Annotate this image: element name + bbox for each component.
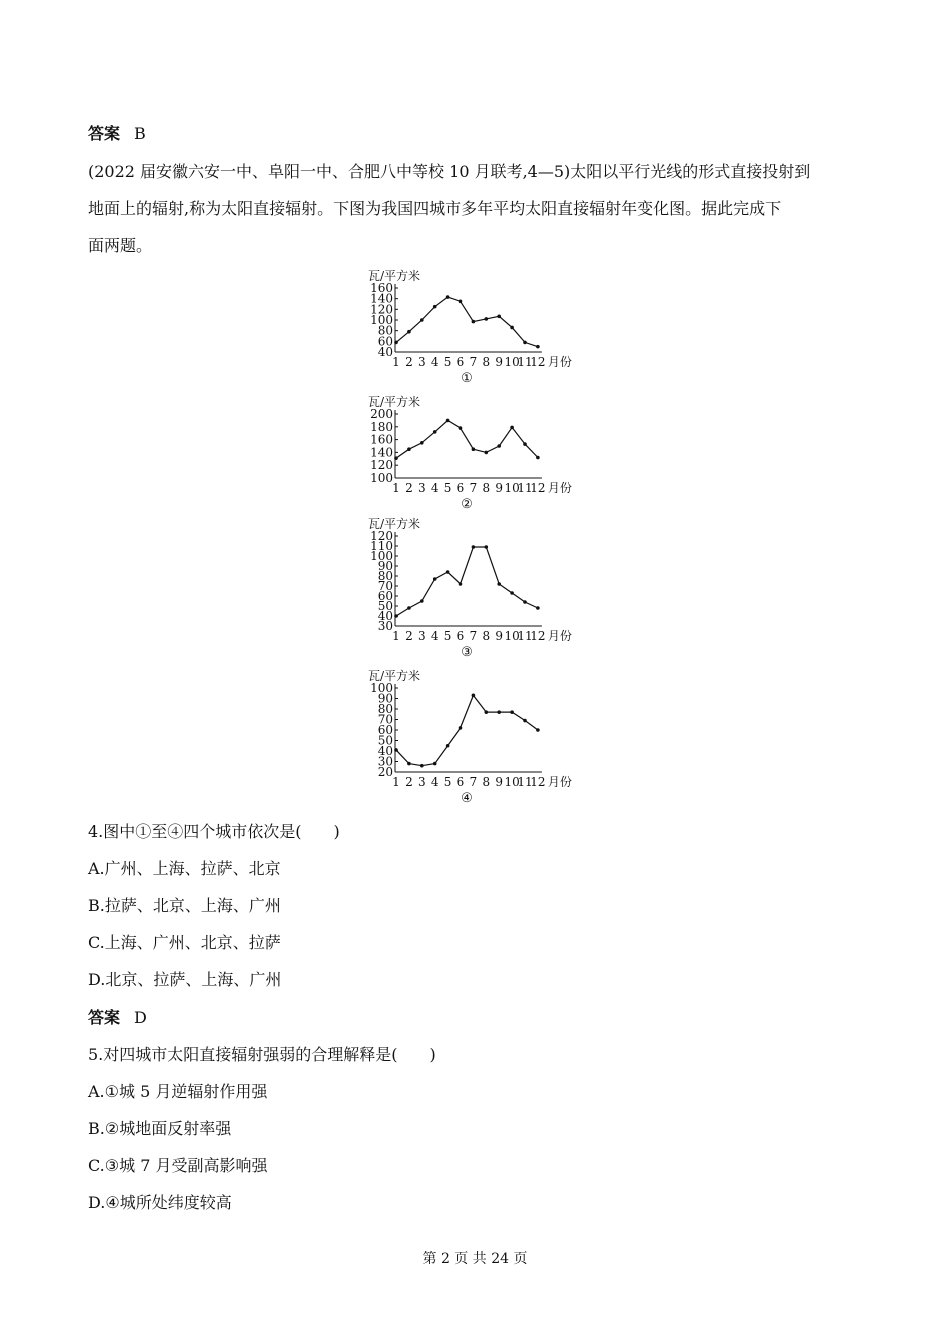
x-tick-label: 8 — [482, 481, 491, 495]
data-point — [510, 591, 514, 595]
x-tick-label: 10 — [504, 629, 520, 643]
x-tick-label: 9 — [495, 629, 504, 643]
chart-3 — [340, 514, 610, 664]
q4-option-a: A.广州、上海、拉萨、北京 — [88, 859, 281, 878]
data-point — [420, 764, 424, 768]
x-tick-label: 4 — [430, 355, 439, 369]
data-point — [497, 582, 501, 586]
answer-line-1 — [88, 124, 146, 144]
q5-option-b: B.②城地面反射率强 — [88, 1119, 232, 1138]
x-tick-label: 11 — [517, 629, 533, 643]
x-tick-label: 8 — [482, 775, 491, 789]
answer-label: 答案 — [88, 124, 121, 143]
x-tick-label: 9 — [495, 481, 504, 495]
data-point — [407, 447, 411, 451]
x-tick-label: 5 — [443, 629, 452, 643]
answer-value: D — [134, 1008, 147, 1027]
y-tick-label: 40 — [377, 345, 393, 359]
data-point — [485, 451, 489, 455]
y-tick-label: 140 — [370, 445, 393, 460]
data-point — [510, 710, 514, 714]
y-tick-label: 100 — [370, 549, 393, 563]
x-tick-label: 3 — [417, 355, 426, 369]
x-tick-label: 2 — [405, 629, 413, 643]
data-point — [459, 726, 463, 730]
x-tick-label: 7 — [469, 355, 478, 369]
y-tick-label: 90 — [377, 559, 393, 573]
data-point — [394, 748, 398, 752]
data-point — [407, 762, 411, 766]
chart-caption: ④ — [461, 791, 473, 806]
y-tick-label: 100 — [370, 313, 393, 327]
y-tick-label: 40 — [377, 609, 393, 623]
data-point — [394, 456, 398, 460]
x-tick-label: 8 — [482, 629, 491, 643]
x-tick-label: 7 — [469, 481, 478, 495]
data-point — [485, 710, 489, 714]
y-tick-label: 80 — [377, 323, 393, 338]
series-line — [396, 297, 538, 347]
data-point — [523, 341, 527, 345]
y-tick-label: 80 — [377, 569, 393, 583]
data-point — [536, 456, 540, 460]
q5-stem: 5.对四城市太阳直接辐射强弱的合理解释是( ) — [88, 1045, 436, 1064]
q4-option-c: C.上海、广州、北京、拉萨 — [88, 933, 281, 952]
x-tick-label: 5 — [443, 775, 452, 789]
x-tick-label: 12 — [530, 775, 546, 789]
y-tick-label: 140 — [370, 291, 393, 306]
y-tick-label: 120 — [370, 302, 393, 317]
x-tick-label: 6 — [456, 629, 465, 643]
data-point — [523, 600, 527, 604]
data-point — [433, 305, 437, 309]
x-axis-label: 月份 — [547, 629, 572, 643]
x-tick-label: 9 — [495, 355, 504, 369]
q5-option-a: A.①城 5 月逆辐射作用强 — [88, 1082, 268, 1101]
x-tick-label: 2 — [405, 355, 413, 369]
x-tick-label: 11 — [517, 355, 533, 369]
x-tick-label: 4 — [430, 481, 439, 495]
x-tick-label: 3 — [417, 481, 426, 495]
series-line — [396, 695, 538, 765]
chart-1 — [340, 266, 610, 390]
data-point — [446, 744, 450, 748]
page-footer: 第 2 页 共 24 页 — [422, 1251, 528, 1267]
answer-value: B — [134, 124, 146, 143]
data-point — [420, 318, 424, 322]
y-tick-label: 60 — [377, 334, 393, 349]
data-point — [433, 430, 437, 434]
x-tick-label: 5 — [443, 355, 452, 369]
y-tick-label: 90 — [377, 691, 393, 706]
x-tick-label: 7 — [469, 775, 478, 789]
y-tick-label: 100 — [370, 681, 393, 695]
x-tick-label: 12 — [530, 355, 546, 369]
intro-line-3: 面两题。 — [88, 236, 153, 255]
q4-option-d: D.北京、拉萨、上海、广州 — [88, 970, 282, 989]
chart-4 — [340, 666, 610, 810]
x-tick-label: 12 — [530, 481, 546, 495]
x-tick-label: 4 — [430, 775, 439, 789]
y-tick-label: 110 — [370, 539, 393, 553]
y-tick-label: 160 — [370, 432, 393, 447]
data-point — [497, 710, 501, 714]
y-tick-label: 120 — [370, 458, 393, 473]
data-point — [420, 599, 424, 603]
x-tick-label: 4 — [430, 629, 439, 643]
series-line — [396, 547, 538, 616]
y-tick-label: 60 — [377, 723, 393, 737]
q4-option-b: B.拉萨、北京、上海、广州 — [88, 896, 281, 915]
data-point — [433, 762, 437, 766]
q5-option-c: C.③城 7 月受副高影响强 — [88, 1156, 268, 1175]
y-tick-label: 120 — [370, 529, 393, 543]
data-point — [536, 345, 540, 349]
intro-line-1: (2022 届安徽六安一中、阜阳一中、合肥八中等校 10 月联考,4—5)太阳以平行光线的形式直接投射到 — [88, 162, 811, 181]
chart-caption: ③ — [461, 645, 473, 660]
data-point — [536, 606, 540, 610]
x-tick-label: 6 — [456, 775, 465, 789]
data-point — [472, 447, 476, 451]
x-tick-label: 10 — [504, 775, 520, 789]
y-tick-label: 160 — [370, 281, 393, 295]
data-point — [536, 728, 540, 732]
y-axis-label: 瓦/平方米 — [368, 269, 421, 283]
y-tick-label: 180 — [370, 419, 393, 434]
data-point — [497, 314, 501, 318]
data-point — [472, 694, 476, 698]
x-axis-label: 月份 — [547, 775, 572, 789]
data-point — [446, 419, 450, 423]
x-tick-label: 10 — [504, 355, 520, 369]
y-axis-label: 瓦/平方米 — [368, 517, 421, 531]
y-tick-label: 30 — [377, 754, 393, 769]
y-axis-label: 瓦/平方米 — [368, 669, 421, 683]
data-point — [485, 545, 489, 549]
x-tick-label: 5 — [443, 481, 452, 495]
data-point — [459, 582, 463, 586]
x-tick-label: 8 — [482, 355, 491, 369]
data-point — [485, 317, 489, 321]
y-tick-label: 100 — [370, 471, 393, 485]
series-line — [396, 420, 538, 458]
x-tick-label: 3 — [417, 629, 426, 643]
x-tick-label: 6 — [456, 481, 465, 495]
data-point — [510, 326, 514, 330]
x-tick-label: 2 — [405, 481, 413, 495]
data-point — [446, 295, 450, 299]
data-point — [459, 426, 463, 430]
y-tick-label: 40 — [377, 744, 393, 758]
x-tick-label: 11 — [517, 481, 533, 495]
q5-option-d: D.④城所处纬度较高 — [88, 1193, 232, 1212]
data-point — [433, 577, 437, 581]
y-tick-label: 20 — [377, 765, 393, 779]
data-point — [523, 719, 527, 723]
x-tick-label: 9 — [495, 775, 504, 789]
y-tick-label: 50 — [377, 733, 393, 748]
data-point — [446, 570, 450, 574]
x-tick-label: 10 — [504, 481, 520, 495]
chart-caption: ② — [461, 497, 473, 512]
x-axis-label: 月份 — [547, 355, 572, 369]
q4-stem: 4.图中①至④四个城市依次是( ) — [88, 822, 340, 841]
x-tick-label: 3 — [417, 775, 426, 789]
data-point — [420, 441, 424, 445]
y-tick-label: 30 — [377, 619, 393, 633]
answer-label: 答案 — [88, 1008, 121, 1027]
y-tick-label: 70 — [377, 712, 393, 727]
y-tick-label: 60 — [377, 589, 393, 603]
y-tick-label: 200 — [370, 407, 393, 421]
x-tick-label: 1 — [392, 775, 400, 789]
data-point — [497, 444, 501, 448]
answer-line-2 — [88, 1008, 147, 1028]
data-point — [472, 545, 476, 549]
x-tick-label: 1 — [392, 629, 400, 643]
data-point — [523, 442, 527, 446]
chart-2 — [340, 392, 610, 516]
x-tick-label: 1 — [392, 355, 400, 369]
data-point — [394, 341, 398, 345]
x-tick-label: 7 — [469, 629, 478, 643]
x-axis-label: 月份 — [547, 481, 572, 495]
data-point — [472, 320, 476, 324]
data-point — [459, 300, 463, 304]
x-tick-label: 11 — [517, 775, 533, 789]
intro-line-2: 地面上的辐射,称为太阳直接辐射。下图为我国四城市多年平均太阳直接辐射年变化图。据此完成下 — [88, 199, 782, 218]
x-tick-label: 6 — [456, 355, 465, 369]
data-point — [394, 614, 398, 618]
y-axis-label: 瓦/平方米 — [368, 395, 421, 409]
x-tick-label: 12 — [530, 629, 546, 643]
y-tick-label: 50 — [377, 599, 393, 613]
data-point — [510, 426, 514, 430]
y-tick-label: 80 — [377, 702, 393, 716]
data-point — [407, 330, 411, 334]
x-tick-label: 1 — [392, 481, 400, 495]
chart-caption: ① — [461, 371, 473, 386]
data-point — [407, 606, 411, 610]
x-tick-label: 2 — [405, 775, 413, 789]
y-tick-label: 70 — [377, 579, 393, 593]
